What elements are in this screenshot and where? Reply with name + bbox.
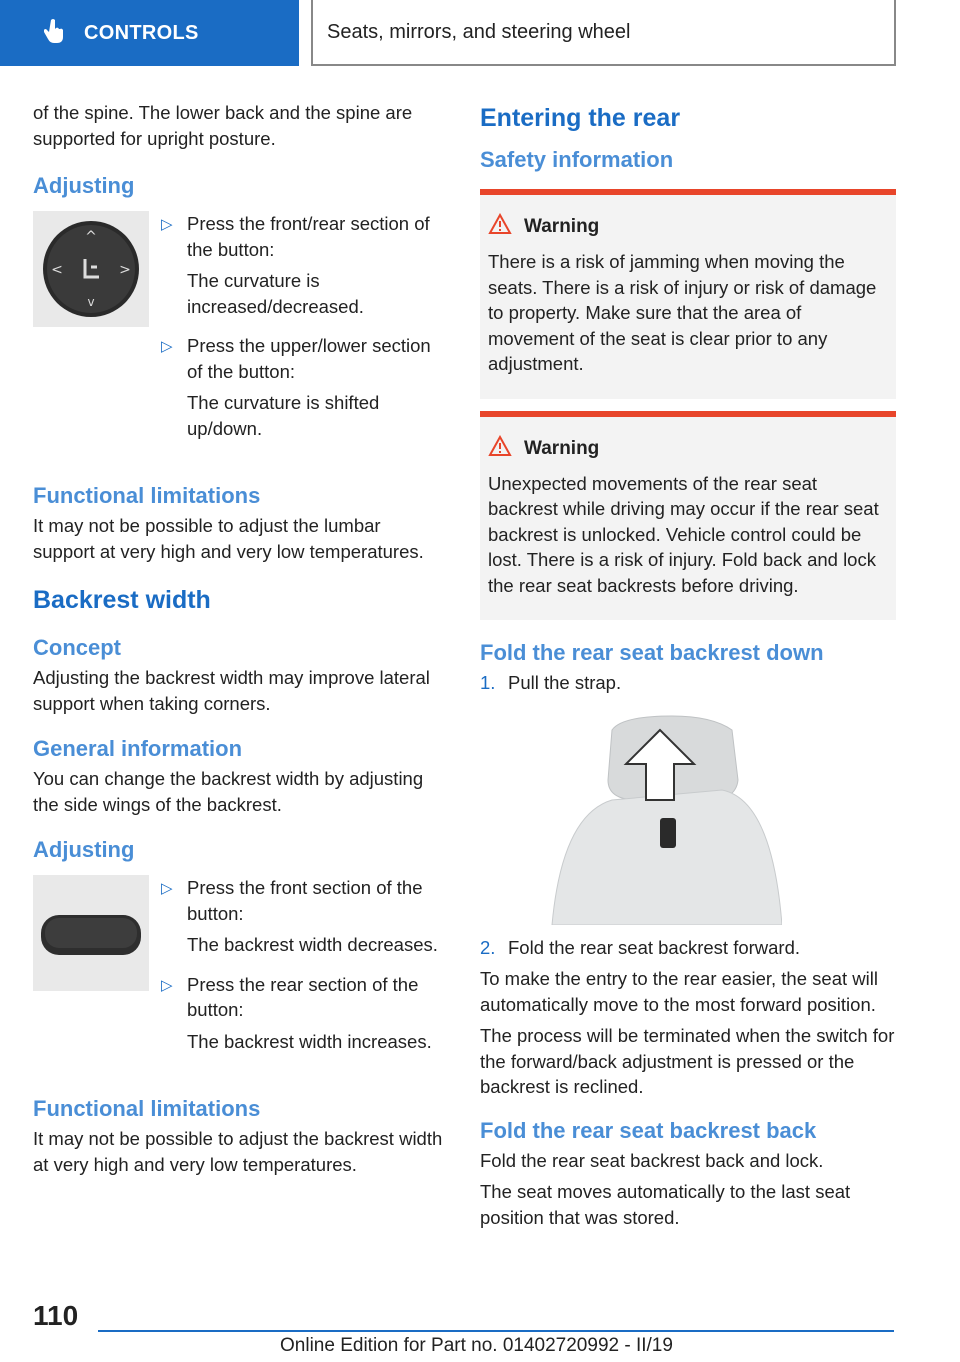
fold-back-heading: Fold the rear seat backrest back — [480, 1117, 817, 1143]
list-item-main: Press the rear section of the button: — [187, 973, 419, 1020]
section-title: Seats, mirrors, and steering wheel — [311, 0, 896, 66]
list-item-main: Press the front section of the button: — [187, 877, 423, 924]
adjusting-heading-backrest: Adjusting — [33, 837, 135, 862]
warning-title: Warning — [524, 437, 600, 459]
svg-text:>: > — [119, 262, 131, 278]
svg-text:v: v — [87, 295, 95, 309]
warning-title: Warning — [524, 216, 600, 237]
list-item-main: Press the front/rear section of the button: — [187, 213, 430, 260]
step-item — [480, 670, 896, 696]
step-item — [480, 935, 896, 961]
list-item — [161, 211, 445, 325]
footer-divider — [98, 1330, 894, 1332]
edition-text: Online Edition for Part no. 01402720992 - II/19 — [280, 1335, 673, 1356]
list-item-sub: The backrest width decreases. — [187, 934, 438, 955]
rear-seat-strap-image — [542, 710, 782, 925]
entering-rear-heading: Entering the rear — [480, 104, 681, 132]
triangle-bullet-icon: ▷ — [161, 338, 173, 355]
triangle-bullet-icon: ▷ — [161, 976, 173, 994]
svg-text:<: < — [51, 262, 63, 278]
functional-limitations-heading-2: Functional limitations — [33, 1096, 261, 1121]
list-item — [161, 333, 445, 447]
warning-text: There is a risk of jamming when moving the seats. There is a risk of injury or risk of damage to property. Make sure that the area of movement of the seat is clear prior to any adjustment. — [488, 251, 877, 374]
lumbar-adjust-block — [33, 211, 445, 455]
concept-heading: Concept — [33, 635, 121, 660]
warning-box-2 — [480, 411, 896, 621]
list-item — [161, 972, 445, 1061]
intro-paragraph: of the spine. The lower back and the spine are supported for upright posture. — [33, 102, 413, 149]
hand-pointer-icon — [44, 18, 66, 49]
entry-paragraph: To make the entry to the rear easier, the seat will automatically move to the most forward position. — [480, 968, 878, 1015]
functional-limitations-text-1: It may not be possible to adjust the lumbar support at very high and very low temperatures. — [33, 515, 424, 562]
warning-box-1 — [480, 189, 896, 399]
tab-label: CONTROLS — [84, 21, 199, 44]
header-tab-controls[interactable] — [0, 0, 299, 66]
fold-back-text: Fold the rear seat backrest back and lock. — [480, 1149, 824, 1171]
left-column — [33, 100, 445, 1183]
fold-down-heading: Fold the rear seat backrest down — [480, 640, 824, 665]
list-item-sub: The backrest width increases. — [187, 1030, 432, 1052]
general-information-text: You can change the backrest width by adjusting the side wings of the backrest. — [33, 768, 424, 815]
list-item-sub: The curvature is shifted up/down. — [187, 392, 380, 439]
functional-limitations-heading-1: Functional limitations — [33, 483, 261, 508]
triangle-bullet-icon: ▷ — [161, 216, 173, 233]
backrest-button-image — [33, 875, 149, 991]
step-text: Fold the rear seat backrest forward. — [508, 936, 801, 958]
list-item — [161, 875, 445, 964]
step-text: Pull the strap. — [508, 672, 622, 693]
lumbar-button-image — [33, 211, 149, 327]
svg-text:^: ^ — [85, 229, 97, 245]
step-number: 1. — [480, 672, 496, 693]
right-column — [480, 100, 896, 1236]
warning-triangle-icon — [488, 213, 512, 241]
seat-moves-text: The seat moves automatically to the last seat position that was stored. — [480, 1181, 851, 1228]
triangle-bullet-icon: ▷ — [161, 880, 173, 897]
safety-information-heading: Safety information — [480, 147, 674, 172]
backrest-adjust-block — [33, 875, 445, 1068]
general-information-heading: General information — [33, 736, 243, 761]
adjusting-heading-lumbar: Adjusting — [33, 173, 135, 198]
warning-text: Unexpected movements of the rear seat backrest while driving may occur if the rear seat backrest is unlocked. Vehicle control could be lost. There is a risk of injury. Fold back and lock the rear seat backrests before driving. — [488, 472, 879, 596]
page-number: 110 — [33, 1300, 79, 1331]
list-item-main: Press the upper/lower section of the button: — [187, 335, 431, 382]
list-item-sub: The curvature is increased/decreased. — [187, 270, 364, 317]
backrest-width-heading: Backrest width — [33, 586, 211, 614]
terminated-paragraph: The process will be terminated when the switch for the forward/back adjustment is pressed or the backrest is reclined. — [480, 1025, 895, 1097]
concept-text: Adjusting the backrest width may improve lateral support when taking corners. — [33, 667, 430, 714]
warning-triangle-icon — [488, 435, 512, 463]
functional-limitations-text-2: It may not be possible to adjust the backrest width at very high and very low temperatures. — [33, 1128, 443, 1175]
step-number: 2. — [480, 936, 496, 958]
